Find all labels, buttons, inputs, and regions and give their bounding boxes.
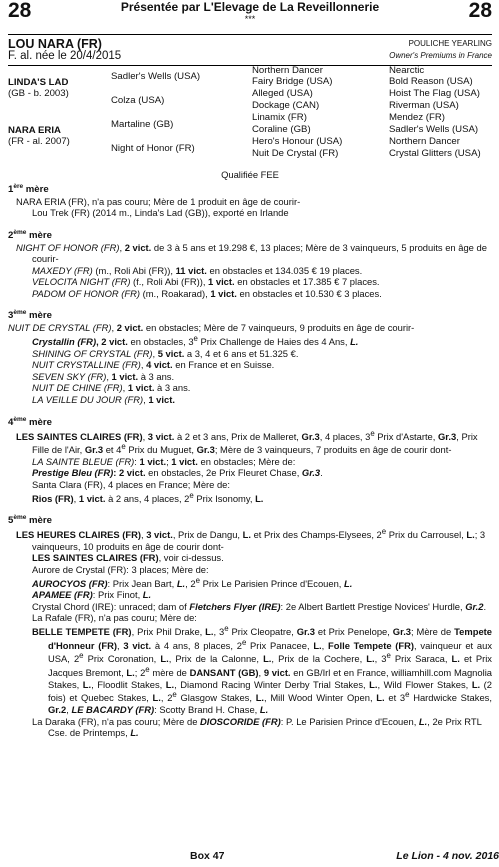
produce-line: Santa Clara (FR), 4 places en France; Mère de: [32,479,231,490]
pedigree-gen2-4: Night of Honor (FR) [111,143,195,154]
produce-line: Rios (FR), 1 vict. à 2 ans, 4 places, 2e Prix Isonomy, L. [32,490,264,504]
box-number: Box 47 [190,850,225,862]
pedigree-gen3-7: Hero's Honour (USA) [252,136,343,147]
produce-line: SEVEN SKY (FR), 1 vict. à 3 ans. [32,370,175,382]
pedigree-gen2-2: Colza (USA) [111,95,165,106]
page-footer [0,850,499,864]
dam-name: NARA ERIA [8,125,61,136]
produce-line: Crystallin (FR), 2 vict. en obstacles, 3e Prix Challenge de Haies des 4 Ans, L. [32,334,359,348]
pedigree-gen4-7: Northern Dancer [389,136,460,147]
pedigree-gen3-4: Dockage (CAN) [252,100,320,111]
pedigree-gen4-6: Sadler's Wells (USA) [389,124,479,135]
sire-name: LINDA'S LAD [8,77,69,88]
pedigree-gen4-5: Mendez (FR) [389,112,445,123]
consignor-title: Présentée par L'Elevage de La Reveillonnerie [120,0,380,14]
pedigree-gen4-3: Hoist The Flag (USA) [389,88,480,99]
second-dam-heading: 2ème mère [8,228,52,241]
produce-line: Aurore de Crystal (FR): 3 places; Mère de: [32,564,209,576]
first-dam-section [8,183,492,219]
premium-note: Owner's Premiums in France [389,51,492,60]
pedigree-gen3-2: Fairy Bridge (USA) [252,76,333,87]
produce-line: LES SAINTES CLAIRES (FR), voir ci-dessus. [32,552,224,564]
produce-line: Prestige Bleu (FR): 2 vict. en obstacles, 2e Prix Fleuret Chase, Gr.3. [32,467,323,479]
pedigree-gen4-1: Nearctic [389,65,425,76]
horse-name: LOU NARA (FR) [8,37,102,51]
fifth-dam-heading: 5ème mère [8,514,52,527]
produce-line: BELLE TEMPETE (FR), Prix Phil Drake, L., 3e Prix Cleopatre, Gr.3 et Prix Penelope, Gr.3; Mère de Tempete d'Honneur (FR), 3 vict. à 4 ans, 8 places, 2e Prix Panacee, L., Folle Tempete (FR), vainqueur et aux USA, 2e Prix Coronation, L., Prix de la Calonne, L., Prix de la Cochere, L., 3e Prix Saraca, L. et Prix Jacques Bremont, L.; 2e mère de DANSANT (GB), 9 vict. en GB/Irl et en France, williamhill.com Magnolia Stakes, L., Floodlit Stakes, L., Diamond Racing Winter Derby Trial Stakes, L., Wild Flower Stakes, L. (2 fois) et Quebec Stakes, L., 2e Glasgow Stakes, L., Mill Wood Winter Open, L. et 3e Hardwicke Stakes, Gr.2, LE BACARDY (FR): Scotty Brand H. Chase, L. [32,623,493,715]
first-dam-heading: 1ère mère [8,182,49,195]
produce-line: Crystal Chord (IRE): unraced; dam of Fletchers Flyer (IRE): 2e Albert Bartlett Prestige Novices' Hurdle, Gr.2. [32,600,487,612]
fifth-dam-text: LES HEURES CLAIRES (FR), 3 vict., Prix de Dangu, L. et Prix des Champs-Elysees, 2e Prix du Carrousel, L.; 3 vainqueurs, 10 produits en âge de courir dont- [16,527,486,552]
sex-class: POULICHE YEARLING [408,39,492,48]
third-dam-heading: 3ème mère [8,309,52,322]
fourth-dam-heading: 4ème mère [8,415,52,428]
fourth-dam-section [8,416,492,505]
pedigree-gen4-4: Riverman (USA) [389,100,459,111]
produce-line: La Rafale (FR), n'a pas couru; Mère de: [32,612,197,624]
catalogue-page [8,0,492,739]
first-dam-text: NARA ERIA (FR), n'a pas couru; Mère de 1 produit en âge de courir- Lou Trek (FR) (2014 m., Linda's Lad (GB)), exporté en Irlande [16,195,301,219]
fifth-dam-section [8,514,492,738]
pedigree-gen3-3: Alleged (USA) [252,88,313,99]
pedigree-gen3-1: Northern Dancer [252,65,323,76]
dam-details: (FR - al. 2007) [8,136,70,147]
fourth-dam-text: LES SAINTES CLAIRES (FR), 3 vict. à 2 et 3 ans, Prix de Malleret, Gr.3, 4 places, 3e Prix d'Astarte, Gr.3, Prix Fille de l'Air, Gr.3 et 4e Prix du Muguet, Gr.3; Mère de 3 vainqueurs, 7 produits en âge de courir dont- [16,428,478,456]
produce-line: APAMEE (FR): Prix Finot, L. [32,589,152,601]
pedigree-gen4-2: Bold Reason (USA) [389,76,473,87]
pedigree-gen3-6: Coraline (GB) [252,124,311,135]
title-stars: *** [244,14,256,24]
pedigree-gen3-5: Linamix (FR) [252,112,307,123]
page-header [8,0,492,34]
second-dam-section [8,229,492,300]
pedigree-table [8,66,492,166]
sire-details: (GB - b. 2003) [8,88,69,99]
horse-name-bar [8,35,492,65]
produce-line: La Daraka (FR), n'a pas couru; Mère de DIOSCORIDE (FR): P. Le Parisien Prince d'Ecouen, L., 2e Prix RTL Cse. de Printemps, L. [32,715,482,739]
produce-line: LA VEILLE DU JOUR (FR), 1 vict. [32,393,175,405]
pedigree-gen2-1: Sadler's Wells (USA) [111,71,201,82]
lot-number-right: 28 [468,0,492,22]
produce-line: PADOM OF HONOR (FR) (m., Roakarad), 1 vict. en obstacles et 10.530 € 3 places. [32,287,382,299]
lot-number-left: 28 [8,0,32,22]
produce-line: LA SAINTE BLEUE (FR): 1 vict.; 1 vict. en obstacles; Mère de: [32,455,296,467]
produce-line: NUIT CRYSTALLINE (FR), 4 vict. en France et en Suisse. [32,359,275,371]
produce-line: MAXEDY (FR) (m., Roli Abi (FR)), 11 vict. en obstacles et 134.035 € 19 places. [32,264,363,276]
third-dam-text: NUIT DE CRYSTAL (FR), 2 vict. en obstacles; Mère de 7 vainqueurs, 9 produits en âge de courir- [8,322,415,334]
pedigree-gen4-8: Crystal Glitters (USA) [389,148,481,159]
sale-name-date: Le Lion - 4 nov. 2016 [396,850,499,862]
produce-line: VELOCITA NIGHT (FR) (f., Roli Abi (FR)), 1 vict. en obstacles et 17.385 € 7 places. [32,276,380,288]
produce-line: NUIT DE CHINE (FR), 1 vict. à 3 ans. [32,382,191,394]
produce-line: AUROCYOS (FR): Prix Jean Bart, L., 2e Prix Le Parisien Prince d'Ecouen, L. [32,575,353,589]
produce-line: SHINING OF CRYSTAL (FR), 5 vict. a 3, 4 et 6 ans et 51.325 €. [32,347,299,359]
pedigree-gen3-8: Nuit De Crystal (FR) [252,148,339,159]
third-dam-section [8,309,492,405]
qualification: Qualifiée FEE [221,169,279,180]
pedigree-gen2-3: Martaline (GB) [111,119,174,130]
second-dam-text: NIGHT OF HONOR (FR), 2 vict. de 3 à 5 ans et 19.298 €, 13 places; Mère de 3 vainqueurs, 5 produits en âge de courir- [16,241,487,265]
horse-details: F. al. née le 20/4/2015 [8,50,122,62]
